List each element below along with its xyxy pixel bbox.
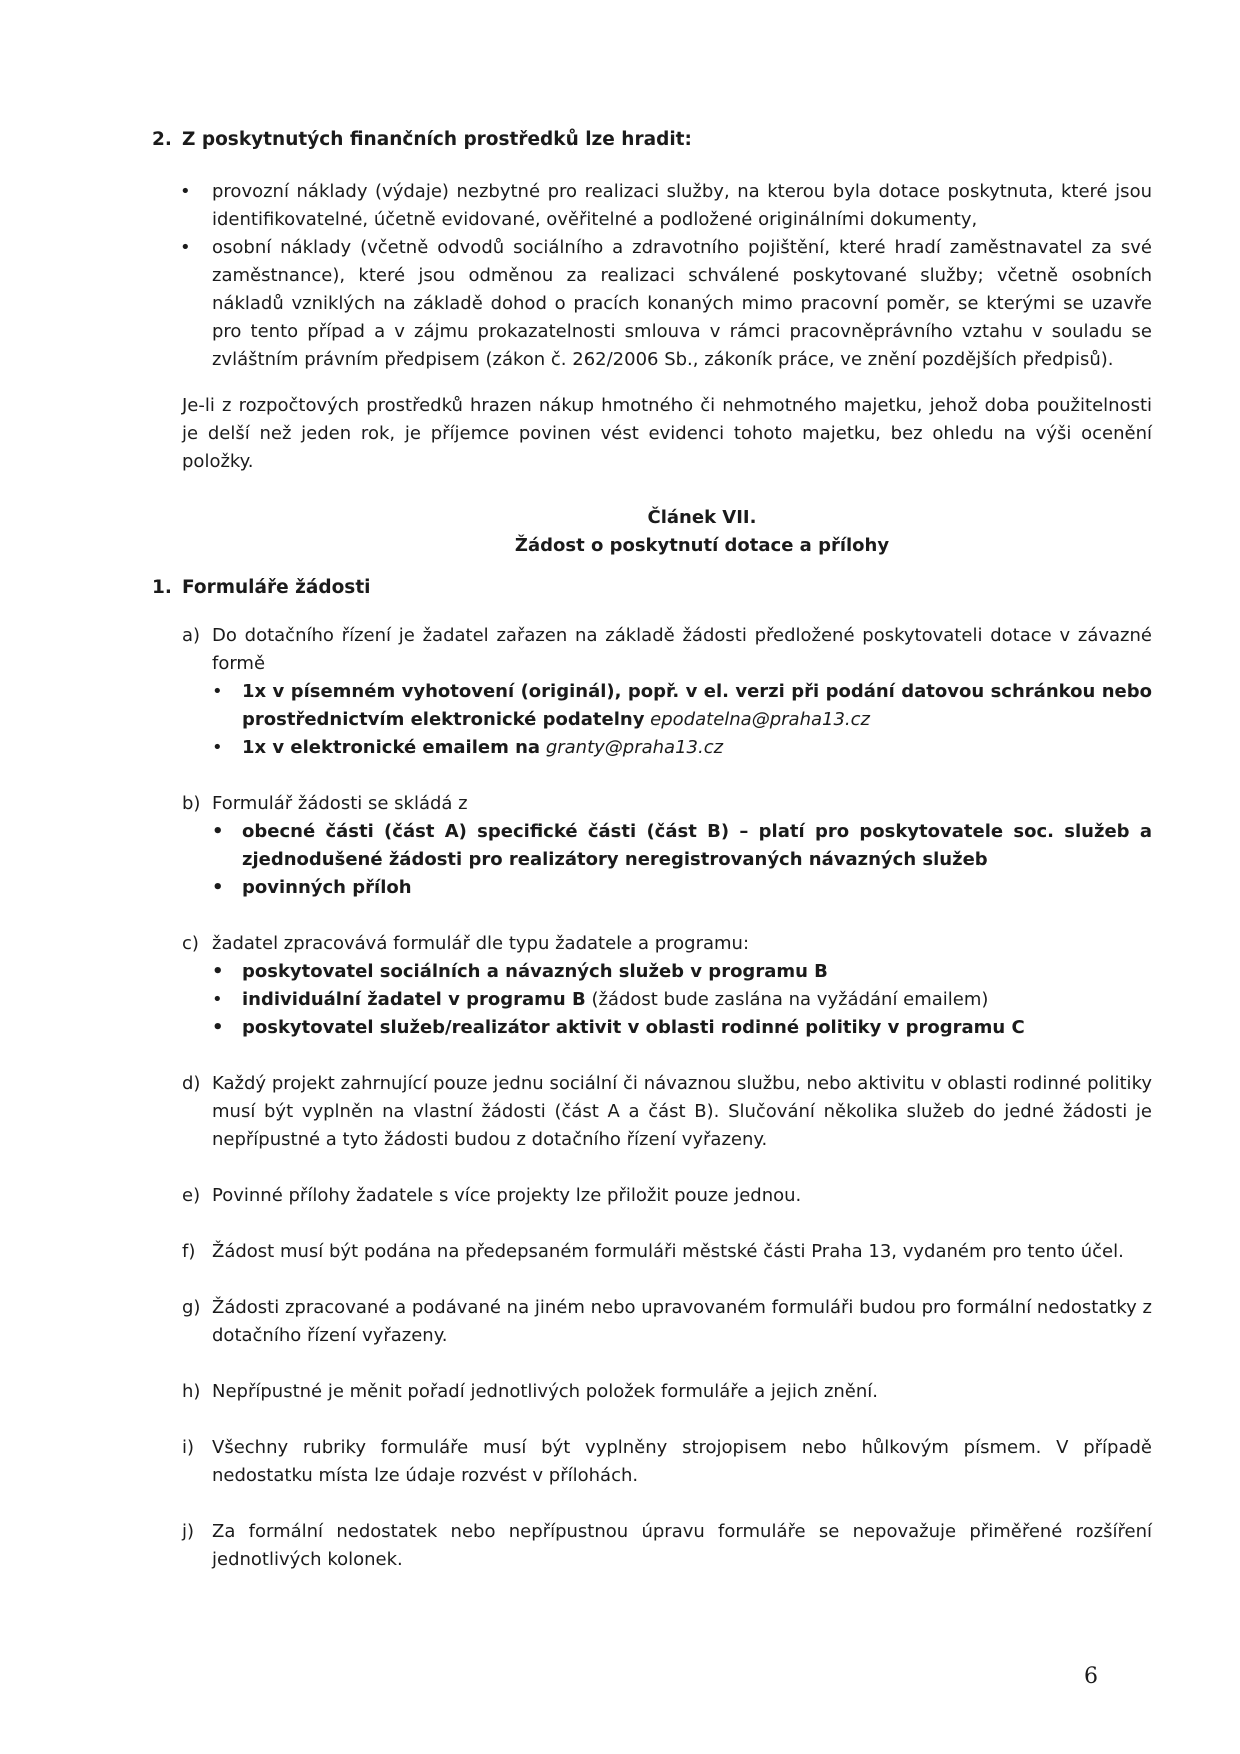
rule-c bbox=[152, 930, 1152, 1042]
list-item bbox=[212, 678, 1152, 734]
rule-b bbox=[152, 790, 1152, 902]
rule-d bbox=[152, 1070, 1152, 1154]
item-text: Formulář žádosti se skládá z bbox=[212, 793, 468, 814]
rule-f bbox=[152, 1238, 1152, 1266]
rule-a bbox=[152, 622, 1152, 762]
list-item: • obecné části (část A) specifické části (část B) – platí pro poskytovatele soc. služeb a zjednodušené žádosti pro realizátory neregistrovaných návazných služeb bbox=[212, 818, 1152, 874]
email-link: granty@praha13.cz bbox=[545, 737, 724, 758]
item-label: d) bbox=[182, 1073, 201, 1094]
article-heading bbox=[152, 504, 1152, 560]
item-label: f) bbox=[182, 1241, 196, 1262]
section-title: Z poskytnutých finančních prostředků lze hradit: bbox=[182, 129, 692, 150]
email-link: epodatelna@praha13.cz bbox=[650, 709, 870, 730]
list-item: • povinných příloh bbox=[212, 874, 1152, 902]
item-text: Do dotačního řízení je žadatel zařazen na základě žádosti předložené poskytovateli dotace v závazné formě bbox=[212, 625, 1152, 674]
item-text: Povinné přílohy žadatele s více projekty lze přiložit pouze jednou. bbox=[212, 1185, 802, 1206]
item-text: Nepřípustné je měnit pořadí jednotlivých položek formuláře a jejich znění. bbox=[212, 1381, 879, 1402]
article-title: Žádost o poskytnutí dotace a přílohy bbox=[514, 535, 890, 556]
rule-g bbox=[152, 1294, 1152, 1350]
asset-paragraph: Je-li z rozpočtových prostředků hrazen nákup hmotného či nehmotného majetku, jehož doba použitelnosti je delší než jeden rok, je příjemce povinen vést evidenci tohoto majetku, bez ohledu na výši ocenění položky. bbox=[182, 395, 1152, 472]
item-label: g) bbox=[182, 1297, 201, 1318]
article-number: Článek VII. bbox=[647, 507, 757, 528]
item-label: h) bbox=[182, 1381, 201, 1402]
section-number: 1. bbox=[152, 577, 172, 598]
list-item: • osobní náklady (včetně odvodů sociálního a zdravotního pojištění, které hradí zaměstnavatel za své zaměstnance), které jsou odměnou za realizaci schválené poskytované služby; včetně osobních nákladů vzniklých na základě dohod o pracích konaných mimo pracovní poměr, se kterými se uzavře pro tento případ a v zájmu prokazatelnosti smlouva v rámci pracovněprávního vztahu v souladu se zvláštním právním předpisem (zákon č. 262/2006 Sb., zákoník práce, ve znění pozdějších předpisů). bbox=[152, 234, 1152, 374]
applicant-types-list bbox=[212, 958, 1152, 1042]
bold-text: 1x v písemném vyhotovení (originál), popř. v el. verzi při podání datovou schránkou nebo prostřednictvím elektronické podatelny bbox=[242, 681, 1152, 730]
bold-text: 1x v elektronické emailem na bbox=[242, 737, 541, 758]
item-label: b) bbox=[182, 793, 201, 814]
item-text: Žádost musí být podána na předepsaném formuláři městské části Praha 13, vydaném pro tento účel. bbox=[212, 1241, 1124, 1262]
form-parts-list bbox=[212, 818, 1152, 902]
list-item bbox=[212, 734, 1152, 762]
section-2-list bbox=[152, 178, 1152, 374]
page-content bbox=[152, 126, 1152, 1574]
item-label: j) bbox=[182, 1521, 195, 1542]
item-text: Za formální nedostatek nebo nepřípustnou úpravu formuláře se nepovažuje přiměřené rozšíření jednotlivých kolonek. bbox=[212, 1521, 1152, 1570]
list-item: • poskytovatel služeb/realizátor aktivit v oblasti rodinné politiky v programu C bbox=[212, 1014, 1152, 1042]
page-number: 6 bbox=[1084, 1664, 1098, 1689]
section-1-heading bbox=[152, 574, 1152, 602]
list-item: • poskytovatel sociálních a návazných služeb v programu B bbox=[212, 958, 1152, 986]
rule-j bbox=[152, 1518, 1152, 1574]
item-text: Žádosti zpracované a podávané na jiném nebo upravovaném formuláři budou pro formální nedostatky z dotačního řízení vyřazeny. bbox=[212, 1297, 1152, 1346]
rule-e bbox=[152, 1182, 1152, 1210]
item-text: Všechny rubriky formuláře musí být vyplněny strojopisem nebo hůlkovým písmem. V případě nedostatku místa lze údaje rozvést v přílohách. bbox=[212, 1437, 1152, 1486]
submission-forms-list bbox=[212, 678, 1152, 762]
item-label: c) bbox=[182, 933, 199, 954]
plain-text: (žádost bude zaslána na vyžádání emailem) bbox=[585, 989, 989, 1010]
section-title: Formuláře žádosti bbox=[182, 577, 371, 598]
list-item bbox=[212, 986, 1152, 1014]
bold-text: individuální žadatel v programu B bbox=[242, 989, 586, 1010]
section-number: 2. bbox=[152, 129, 172, 150]
rule-h bbox=[152, 1378, 1152, 1406]
section-2-heading bbox=[152, 126, 1152, 154]
list-item: • provozní náklady (výdaje) nezbytné pro realizaci služby, na kterou byla dotace poskytnuta, které jsou identifikovatelné, účetně evidované, ověřitelné a podložené originálními dokumenty, bbox=[152, 178, 1152, 234]
item-text: Každý projekt zahrnující pouze jednu sociální či návaznou službu, nebo aktivitu v oblasti rodinné politiky musí být vyplněn na vlastní žádosti (část A a část B). Slučování několika služeb do jedné žádosti je nepřípustné a tyto žádosti budou z dotačního řízení vyřazeny. bbox=[212, 1073, 1152, 1150]
rule-i bbox=[152, 1434, 1152, 1490]
item-label: e) bbox=[182, 1185, 201, 1206]
item-text: žadatel zpracovává formulář dle typu žadatele a programu: bbox=[212, 933, 750, 954]
form-rules-list bbox=[152, 622, 1152, 1574]
item-label: a) bbox=[182, 625, 201, 646]
item-label: i) bbox=[182, 1437, 195, 1458]
